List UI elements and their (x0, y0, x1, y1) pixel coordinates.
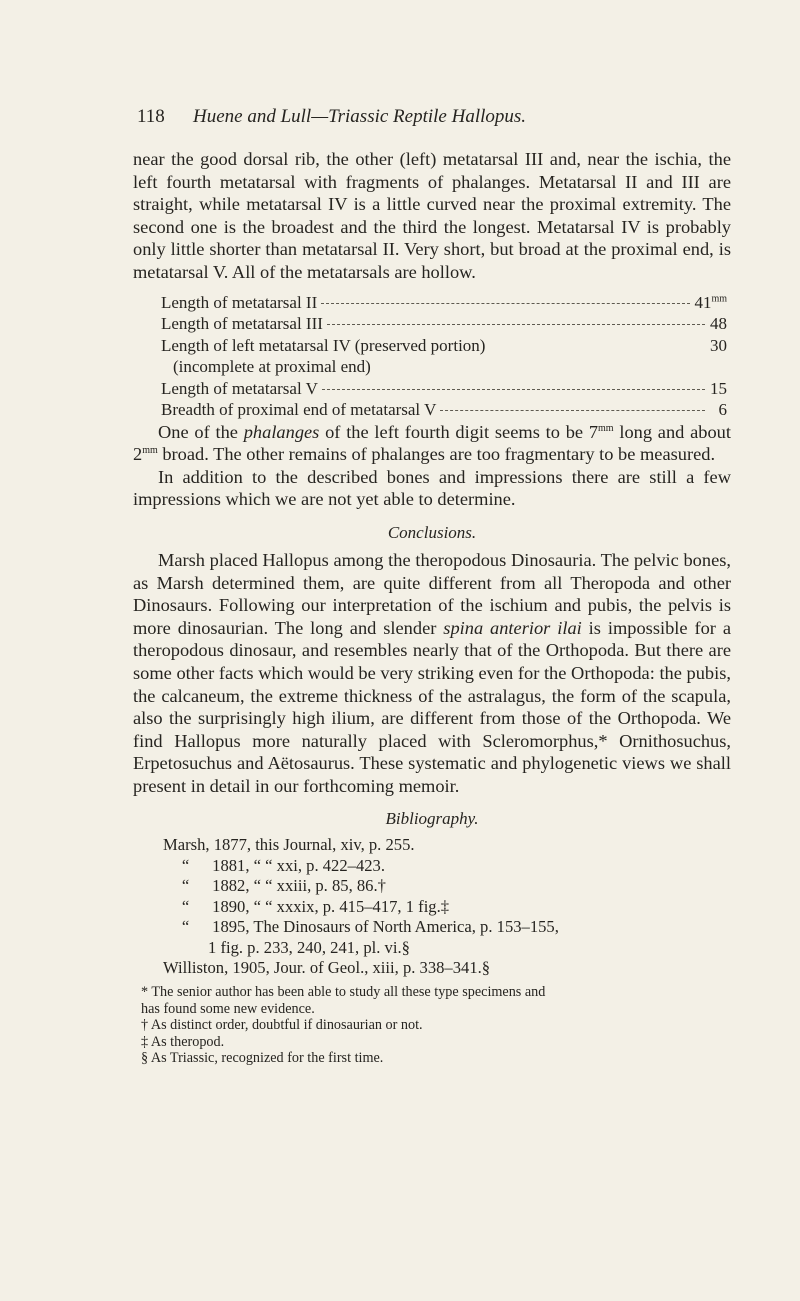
measurement-note-text: (incomplete at proximal end) (173, 357, 371, 377)
measurement-row (161, 378, 727, 400)
bibliography-list (163, 835, 731, 979)
bibliography-entry (163, 856, 731, 877)
bibliography-author: Marsh, (163, 835, 210, 855)
measurement-row (161, 313, 727, 335)
bibliography-heading: Bibliography. (385, 809, 479, 829)
phalanges-paragraph: One of the phalanges of the left fourth digit seems to be $7^{mm}$ long and about $2^{mm}$ broad. The other remains of phalanges are too fragmentary to be measured. (133, 421, 731, 465)
running-header (137, 106, 526, 128)
measurement-value: 48 (710, 314, 727, 334)
conclusions-heading: Conclusions. (387, 522, 477, 542)
measurement-value: $41^{mm}$ (694, 292, 727, 312)
italic-term: spina anterior ilai (443, 617, 582, 638)
ditto-mark: “ (181, 917, 190, 937)
addition-paragraph: In addition to the described bones and impressions there are still a few impressions which we are not yet able to determine. (133, 466, 731, 510)
bibliography-text: 1 fig. p. 233, 240, 241, pl. vi.§ (208, 937, 410, 957)
bibliography-text: 1890, “ “ xxxix, p. 415–417, 1 fig.‡ (208, 896, 450, 916)
footnote: † As distinct order, doubtful if dinosaurian or not. (141, 1017, 423, 1034)
page-number: 118 (137, 106, 165, 127)
bibliography-entry (163, 958, 731, 979)
bibliography-entry (163, 897, 731, 918)
ditto-mark: “ (181, 876, 190, 896)
bibliography-entry (163, 917, 731, 938)
measurement-label: Breadth of proximal end of metatarsal V (161, 400, 437, 420)
measurement-row (161, 292, 727, 314)
bibliography-text: 1877, this Journal, xiv, p. 255. (209, 835, 415, 855)
measurement-value: 6 (718, 400, 727, 420)
dot-leader (322, 389, 705, 390)
intro-paragraph: near the good dorsal rib, the other (left) metatarsal III and, near the ischia, the left fourth metatarsal with fragments of phalanges. Metatarsal II and III are straight, while metatarsal IV is a little curved near the proximal extremity. The second one is the broadest and the third the longest. Metatarsal IV is probably only little shorter than metatarsal II. Very short, but broad at the proximal end, is metatarsal V. All of the metatarsals are hollow. (133, 149, 731, 282)
bibliography-text: 1882, “ “ xxiii, p. 85, 86.† (208, 876, 386, 896)
bibliography-text: 1895, The Dinosaurs of North America, p. 153–155, (208, 917, 559, 937)
unit-superscript: mm (598, 422, 614, 434)
measurement-row (161, 399, 727, 421)
measurement-note (161, 356, 727, 378)
measurement-value: 15 (710, 378, 727, 398)
bibliography-text: 1881, “ “ xxi, p. 422–423. (208, 855, 385, 875)
unit-superscript: mm (711, 292, 727, 304)
conclusions-paragraph: Marsh placed Hallopus among the theropodous Dinosauria. The pelvic bones, as Marsh determined them, are quite different from all Theropoda and other Dinosaurs. Following our interpretation of the ischium and pubis, the pelvis is more dinosaurian. The long and slender spina anterior ilai is impossible for a theropodous dinosaur, and resembles nearly that of the Orthopoda. But there are some other facts which would be very striking even for the Orthopoda: the pubis, the calcaneum, the extreme thickness of the astralagus, the form of the scapula, also the surprisingly high ilium, are different from those of the Orthopoda. We find Hallopus more naturally placed with Scleromorphus,* Ornithosuchus, Erpetosuchus and Aëtosaurus. These systematic and phylogenetic views we shall present in detail in our forthcoming memoir. (133, 549, 731, 796)
measurement-label: Length of left metatarsal IV (preserved portion) (161, 335, 486, 355)
bibliography-entry (163, 876, 731, 897)
measurements-table (161, 292, 727, 421)
article-body (133, 148, 731, 1067)
measurement-label: Length of metatarsal III (161, 314, 323, 334)
footnote: * The senior author has been able to study all these type specimens and (141, 983, 546, 1000)
measurement-label: Length of metatarsal V (161, 378, 318, 398)
bibliography-text: 1905, Jour. of Geol., xiii, p. 338–341.§ (228, 958, 491, 978)
measurement-value: 30 (710, 335, 727, 355)
footnotes (141, 984, 731, 1067)
bibliography-entry-continued (163, 938, 731, 959)
italic-term: phalanges (243, 421, 320, 442)
ditto-mark: “ (181, 855, 190, 875)
dot-leader (321, 303, 690, 304)
unit-superscript: mm (142, 445, 158, 457)
footnote: § As Triassic, recognized for the first time. (141, 1050, 384, 1067)
footnote: ‡ As theropod. (141, 1033, 225, 1050)
running-title: Huene and Lull—Triassic Reptile Hallopus. (193, 106, 527, 127)
ditto-mark: “ (181, 896, 190, 916)
bibliography-entry (163, 835, 731, 856)
dot-leader (440, 410, 705, 411)
measurement-label: Length of metatarsal II (161, 292, 318, 312)
footnote-continued: has found some new evidence. (141, 1000, 315, 1017)
dot-leader (327, 324, 705, 325)
bibliography-author: Williston, (163, 958, 229, 978)
measurement-row (161, 335, 727, 357)
